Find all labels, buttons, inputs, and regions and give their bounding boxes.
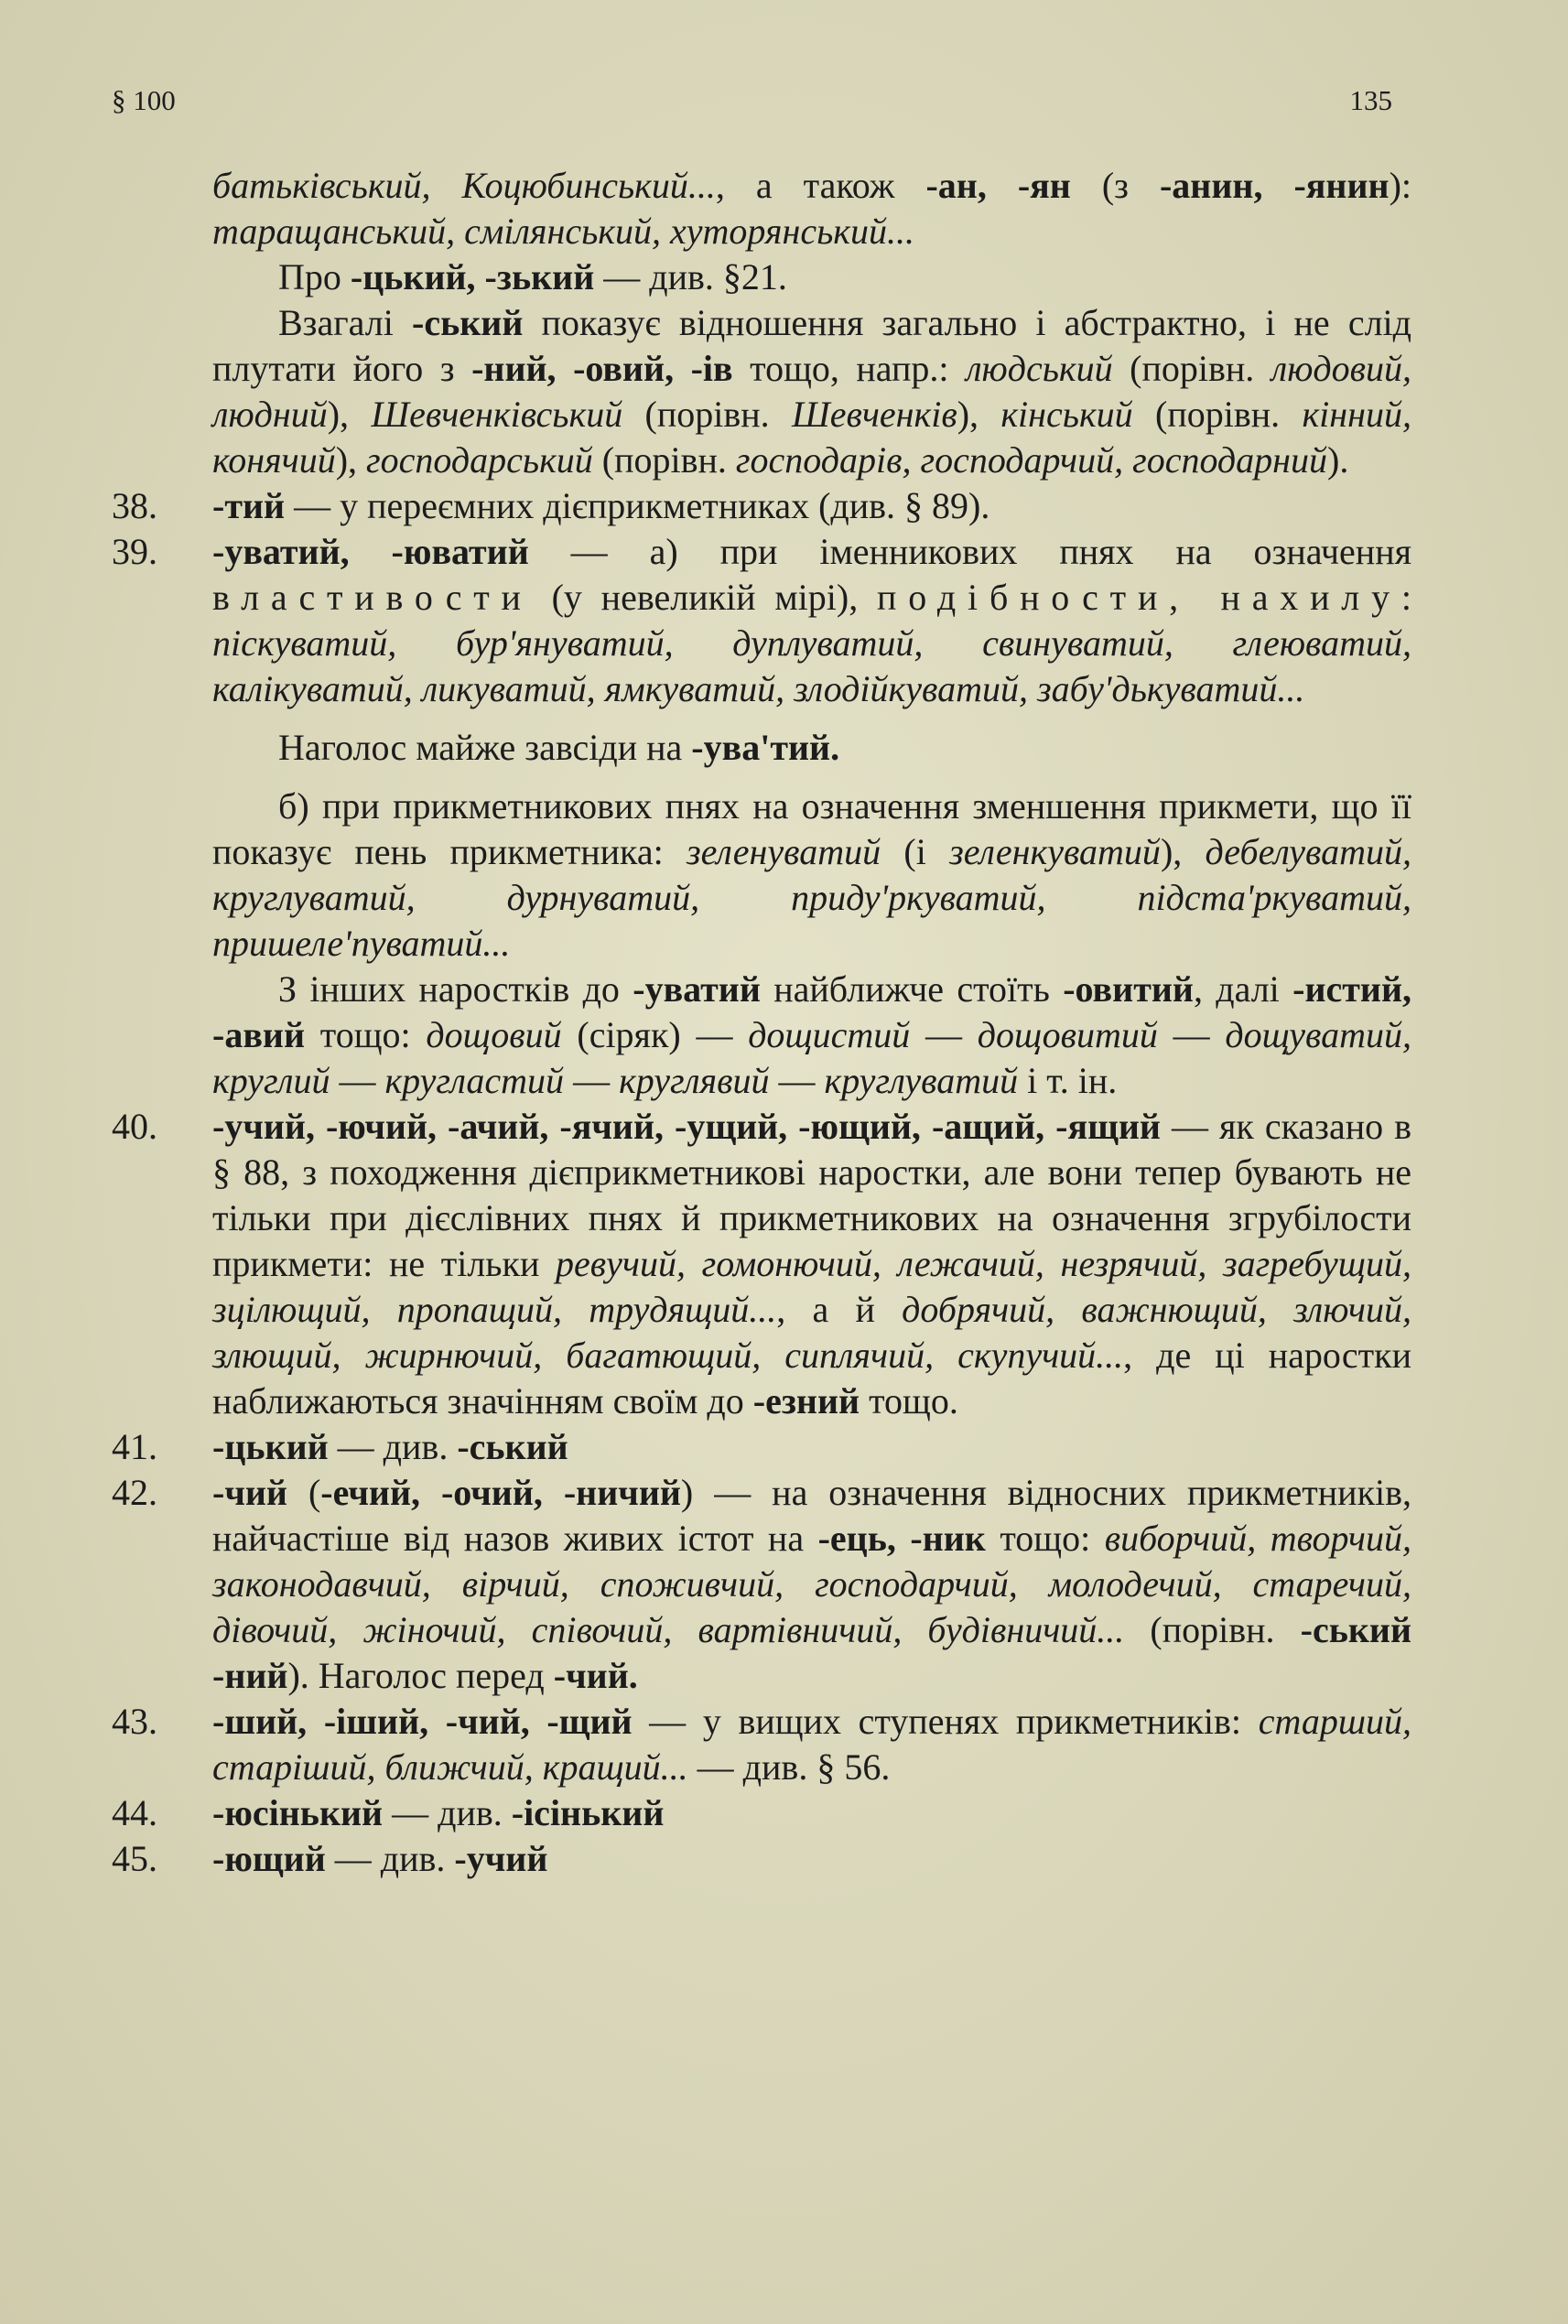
entry-number: 43. bbox=[112, 1701, 157, 1742]
italic-example: Шевченків bbox=[792, 394, 957, 435]
bold-suffix: -уватий, -юватий bbox=[212, 531, 529, 572]
bold-suffix: -ісінький bbox=[511, 1792, 665, 1833]
bold-suffix: -ський bbox=[412, 302, 524, 343]
bold-suffix: -цький, -зький bbox=[350, 256, 595, 297]
bold-suffix: -учий, -ючий, -ачий, -ячий, -ущий, -ющий, -ащий, -ящий bbox=[212, 1106, 1161, 1147]
italic-example: батьківський, Коцюбинський... bbox=[212, 165, 716, 206]
text-run: , а й bbox=[776, 1289, 903, 1330]
text-run: (сіряк) — bbox=[561, 1014, 749, 1055]
text-run: — див. §21. bbox=[594, 256, 787, 297]
bold-suffix: -чий bbox=[212, 1472, 287, 1513]
text-run: ). bbox=[1327, 439, 1349, 481]
text-run: — як сказано в § 88, з походження дієприкметникові наростки, але вони тепер бувають не тільки при дієслівних пнях й прикметникових на означення згрубілости прикмети: не тільки bbox=[212, 1106, 1412, 1284]
italic-example: дощистий bbox=[748, 1014, 911, 1055]
text-run: ), bbox=[335, 439, 367, 481]
page-number: 135 bbox=[1349, 84, 1392, 116]
italic-example: таращанський, смілянський, хуторянський... bbox=[212, 211, 914, 252]
text-run: ), bbox=[327, 394, 372, 435]
italic-example: добрячий, важнющий, злючий, злющий, жирнючий, багатющий, сиплячий, скупучий... bbox=[212, 1289, 1411, 1376]
spaced-term: властивости bbox=[212, 577, 533, 618]
text-run: (порівн. bbox=[622, 394, 792, 435]
text-run: — bbox=[564, 1060, 620, 1101]
paragraph-cross-reference bbox=[112, 254, 1411, 300]
text-run: (з bbox=[1070, 165, 1160, 206]
bold-suffix: -истий, -авий bbox=[212, 968, 1411, 1055]
text-run: тощо. bbox=[860, 1380, 958, 1421]
italic-example: зеленуватий bbox=[687, 831, 881, 872]
text-run: , де ці наростки наближаються значінням своїм до bbox=[212, 1335, 1411, 1421]
text-run: (порівн. bbox=[1112, 348, 1271, 389]
italic-example: кругластий bbox=[384, 1060, 565, 1101]
text-run: — див. § 56. bbox=[687, 1746, 891, 1788]
bold-suffix: -юсінький bbox=[212, 1792, 384, 1833]
bold-suffix: -учий bbox=[454, 1838, 548, 1879]
italic-example: кінський bbox=[1000, 394, 1133, 435]
text-run: тощо, напр.: bbox=[732, 348, 967, 389]
text-run: ( bbox=[287, 1472, 321, 1513]
italic-example: людський bbox=[966, 348, 1113, 389]
bold-suffix: -ський -ний bbox=[212, 1609, 1411, 1696]
text-run: ): bbox=[1389, 165, 1411, 206]
text-run: і т. ін. bbox=[1018, 1060, 1118, 1101]
bold-suffix: -ечий, -очий, -ничий bbox=[320, 1472, 681, 1513]
text-run: — bbox=[769, 1060, 825, 1101]
bold-suffix: -ува'тий. bbox=[691, 727, 840, 768]
spaced-term: подібности, нахилу bbox=[877, 577, 1401, 618]
text-run: — у вищих ступенях прикметників: bbox=[632, 1701, 1259, 1742]
entry-38 bbox=[112, 483, 1411, 529]
entry-text bbox=[212, 1104, 1411, 1424]
italic-example: круглявий bbox=[619, 1060, 770, 1101]
entry-number: 44. bbox=[112, 1792, 157, 1833]
running-head bbox=[0, 84, 1568, 121]
entry-number: 42. bbox=[112, 1472, 157, 1513]
text-run: , далі bbox=[1193, 968, 1293, 1010]
paragraph-continuation bbox=[112, 163, 1411, 254]
bold-suffix: -ший, -іший, -чий, -щий bbox=[212, 1701, 633, 1742]
italic-example: зеленкуватий bbox=[949, 831, 1161, 872]
entry-text bbox=[212, 1790, 1411, 1836]
entry-40 bbox=[112, 1104, 1411, 1424]
italic-example: виборчий, творчий, законодавчий, вірчий, споживчий, господарчий, молодечий, старечий, дівочий, жіночий, співочий, вартівничий, будівничий... bbox=[212, 1518, 1412, 1650]
text-run: — див. bbox=[325, 1838, 455, 1879]
text-run: — bbox=[330, 1060, 385, 1101]
entry-text bbox=[212, 1470, 1411, 1699]
text-run: Наголос майже завсіди на bbox=[278, 727, 692, 768]
bold-suffix: -цький bbox=[212, 1426, 329, 1467]
entry-44 bbox=[112, 1790, 1411, 1836]
entry-42 bbox=[112, 1470, 1411, 1699]
bold-suffix: -чий. bbox=[553, 1655, 638, 1696]
text-run: , а також bbox=[715, 165, 926, 206]
entry-number: 38. bbox=[112, 485, 157, 526]
entry-41 bbox=[112, 1424, 1411, 1470]
text-run: тощо: bbox=[305, 1014, 427, 1055]
text-run: (порівн. bbox=[1132, 394, 1303, 435]
entry-text bbox=[212, 1424, 1411, 1470]
paragraph-general-note bbox=[112, 300, 1411, 483]
text-run: ). Наголос перед bbox=[287, 1655, 554, 1696]
text-run: З інших наростків до bbox=[278, 968, 633, 1010]
bold-suffix: -уватий bbox=[633, 968, 761, 1010]
bold-suffix: -тий bbox=[212, 485, 286, 526]
bold-suffix: -анин, -янин bbox=[1159, 165, 1390, 206]
text-run: тощо: bbox=[985, 1518, 1105, 1559]
italic-example: піскуватий, бур'януватий, дуплуватий, свинуватий, глеюватий, калікуватий, ликуватий, ямкуватий, злодійкуватий, забу'дькуватий... bbox=[212, 622, 1411, 709]
entry-number: 45. bbox=[112, 1838, 157, 1879]
text-run: — у переємних дієприкметниках (див. § 89). bbox=[285, 485, 990, 526]
page-body bbox=[112, 163, 1411, 1882]
entry-text bbox=[212, 1836, 1411, 1882]
italic-example: дощовитий bbox=[977, 1014, 1158, 1055]
italic-example: дощуватий, круглий bbox=[212, 1014, 1412, 1101]
entry-text bbox=[212, 529, 1411, 712]
bold-suffix: -ан, -ян bbox=[925, 165, 1071, 206]
bold-suffix: -ець, -ник bbox=[817, 1518, 986, 1559]
text-run: (порівн. bbox=[592, 439, 736, 481]
italic-example: господарів, господарчий, господарний bbox=[735, 439, 1327, 481]
italic-example: кінний, конячий bbox=[212, 394, 1411, 481]
entry-number: 39. bbox=[112, 531, 157, 572]
entry-text bbox=[212, 1699, 1411, 1790]
italic-example: дощовий bbox=[426, 1014, 562, 1055]
text-run: Про bbox=[278, 256, 351, 297]
text-run: — див. bbox=[383, 1792, 512, 1833]
entry-text bbox=[212, 483, 1411, 529]
text-run: найближче стоїть bbox=[760, 968, 1064, 1010]
text-run: Взагалі bbox=[278, 302, 412, 343]
italic-example: старший, старіший, ближчий, кращий... bbox=[212, 1701, 1412, 1788]
text-run: — bbox=[910, 1014, 978, 1055]
entry-45 bbox=[112, 1836, 1411, 1882]
italic-example: господарський bbox=[366, 439, 593, 481]
text-run: ) — на означення відносних прикметників, найчастіше від назов живих істот на bbox=[212, 1472, 1411, 1559]
entry-39-stress-note bbox=[112, 725, 1411, 771]
spacer bbox=[112, 771, 1411, 784]
entry-number: 41. bbox=[112, 1426, 157, 1467]
bold-suffix: -ський bbox=[457, 1426, 568, 1467]
bold-suffix: -овитий bbox=[1063, 968, 1194, 1010]
text-run: ), bbox=[1160, 831, 1206, 872]
entry-39 bbox=[112, 529, 1411, 712]
bold-suffix: -ющий bbox=[212, 1838, 326, 1879]
text-run: — bbox=[1157, 1014, 1226, 1055]
italic-example: ревучий, гомонючий, лежачий, незрячий, загребущий, зцілющий, пропащий, трудящий... bbox=[212, 1243, 1411, 1330]
text-run: (у невеликій мірі), bbox=[532, 577, 878, 618]
entry-39-part-b bbox=[112, 784, 1411, 967]
section-marker: § 100 bbox=[112, 84, 176, 116]
text-run: б) при прикметникових пнях на означення зменшення прикмети, що її показує пень прикметника: bbox=[212, 785, 1411, 872]
text-run: : bbox=[1400, 577, 1411, 618]
italic-example: круглуватий bbox=[824, 1060, 1019, 1101]
text-run: — а) при іменникових пнях на означення bbox=[528, 531, 1411, 572]
spacer bbox=[112, 712, 1411, 725]
entry-43 bbox=[112, 1699, 1411, 1790]
italic-example: людовий, людний bbox=[212, 348, 1412, 435]
bold-suffix: -ний, -овий, -ів bbox=[471, 348, 733, 389]
text-run: (порівн. bbox=[1124, 1609, 1301, 1650]
text-run: (і bbox=[881, 831, 950, 872]
italic-example: Шевченківський bbox=[371, 394, 623, 435]
text-run: — див. bbox=[328, 1426, 458, 1467]
text-run: ), bbox=[957, 394, 1001, 435]
entry-number: 40. bbox=[112, 1106, 157, 1147]
entry-39-comparison bbox=[112, 967, 1411, 1104]
text-run: показує відношення загально і абстрактно, і не слід плутати його з bbox=[212, 302, 1411, 389]
italic-example: дебелуватий, круглуватий, дурнуватий, приду'ркуватий, підста'ркуватий, пришеле'пуватий... bbox=[212, 831, 1411, 964]
bold-suffix: -езний bbox=[752, 1380, 860, 1421]
